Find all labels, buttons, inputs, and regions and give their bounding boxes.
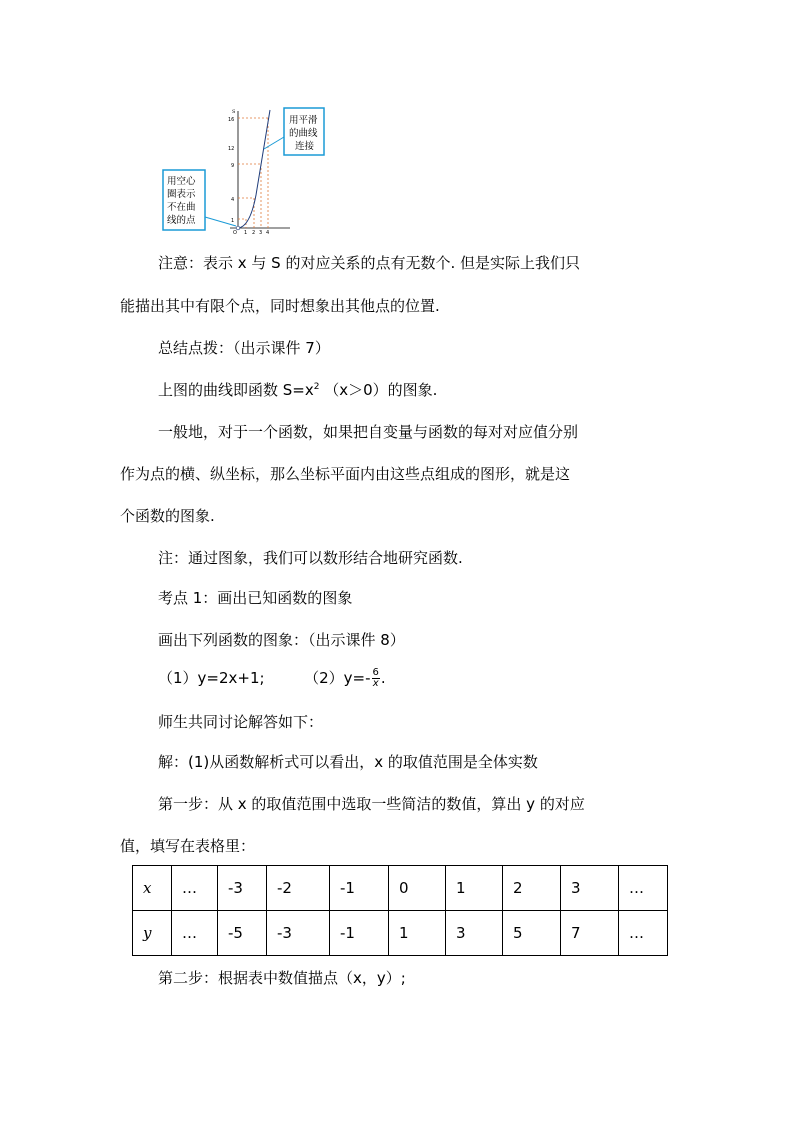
y-tick-4: 4 <box>231 197 235 203</box>
fraction-6-over-x <box>372 668 380 689</box>
table-cell: x <box>133 866 172 911</box>
callout-left-line-4: 线的点 <box>167 215 196 226</box>
parabola-figure <box>160 105 340 235</box>
table-cell: -3 <box>267 911 330 956</box>
table-cell: 7 <box>561 911 619 956</box>
callout-top-line-2: 的曲线 <box>289 128 318 139</box>
y-tick-16: 16 <box>228 117 235 123</box>
curve-statement <box>158 380 437 400</box>
callout-top-line-1: 用平滑 <box>289 115 318 126</box>
note-paragraph: 注意：表示 x 与 S 的对应关系的点有无数个. 但是实际上我们只 <box>158 254 581 272</box>
task-paragraph: 画出下列函数的图象：（出示课件 8） <box>158 631 405 649</box>
table-cell: -1 <box>330 866 389 911</box>
table-cell: … <box>172 866 218 911</box>
y-tick-1: 1 <box>231 218 235 224</box>
x-tick-1: 1 <box>244 230 248 235</box>
callout-left-line-1: 用空心 <box>167 176 196 187</box>
y-axis-label: S <box>232 109 236 115</box>
step2-paragraph: 第二步：根据表中数值描点（x，y）; <box>158 969 406 987</box>
remark-paragraph: 注：通过图象，我们可以数形结合地研究函数. <box>158 549 463 567</box>
table-cell: 1 <box>446 866 503 911</box>
general-paragraph-line-2: 作为点的横、纵坐标，那么坐标平面内由这些点组成的图形，就是这 <box>120 465 571 483</box>
function-items <box>158 668 386 689</box>
function-item-2: （2）y=- <box>304 669 371 687</box>
step1-paragraph-line-2: 值，填写在表格里： <box>120 837 256 855</box>
y-tick-12: 12 <box>228 146 235 152</box>
x-tick-2: 2 <box>252 230 256 235</box>
table-row-y <box>133 911 668 956</box>
fraction-numerator: 6 <box>372 667 379 678</box>
value-table <box>132 865 668 956</box>
table-cell: 5 <box>503 911 561 956</box>
table-cell: 1 <box>389 911 446 956</box>
table-cell: y <box>133 911 172 956</box>
exponent-2: 2 <box>313 382 320 392</box>
table-cell: -3 <box>218 866 267 911</box>
table-cell: -2 <box>267 866 330 911</box>
table-cell: 2 <box>503 866 561 911</box>
dashed-guides <box>238 118 268 228</box>
callout-left-line-2: 圈表示 <box>167 189 196 200</box>
y-tick-9: 9 <box>231 163 235 169</box>
step1-paragraph-line-1: 第一步：从 x 的取值范围中选取一些简洁的数值，算出 y 的对应 <box>158 795 585 813</box>
callout-pointer-top <box>264 137 284 149</box>
solution-paragraph: 解：(1)从函数解析式可以看出，x 的取值范围是全体实数 <box>158 753 538 771</box>
table-cell: … <box>172 911 218 956</box>
table-cell: -5 <box>218 911 267 956</box>
callout-left-line-3: 不在曲 <box>167 202 196 213</box>
table-cell: -1 <box>330 911 389 956</box>
hollow-origin-point <box>236 226 240 230</box>
callout-top-line-3: 连接 <box>295 141 315 152</box>
curve-statement-main: 上图的曲线即函数 S=x <box>158 381 314 399</box>
table-cell: 0 <box>389 866 446 911</box>
table-cell: 3 <box>561 866 619 911</box>
function-item-2-period: . <box>380 669 386 687</box>
discuss-paragraph: 师生共同讨论解答如下： <box>158 713 324 731</box>
x-tick-4: 4 <box>266 230 270 235</box>
table-cell: … <box>619 866 668 911</box>
fraction-denominator: x <box>372 678 379 689</box>
table-row-x <box>133 866 668 911</box>
curve-statement-domain: （x＞0）的图象. <box>324 381 438 399</box>
general-paragraph-line-1: 一般地，对于一个函数，如果把自变量与函数的每对对应值分别 <box>158 423 579 441</box>
kaodian-heading: 考点 1：画出已知函数的图象 <box>158 589 353 607</box>
function-item-1: （1）y=2x+1; <box>158 669 265 687</box>
x-tick-3: 3 <box>259 230 263 235</box>
general-paragraph-line-3: 个函数的图象. <box>120 507 215 525</box>
summary-heading: 总结点拨：（出示课件 7） <box>158 339 330 357</box>
table-cell: 3 <box>446 911 503 956</box>
note-paragraph-continued: 能描出其中有限个点，同时想象出其他点的位置. <box>120 297 440 315</box>
x-tick-o: O <box>233 230 237 235</box>
table-cell: … <box>619 911 668 956</box>
